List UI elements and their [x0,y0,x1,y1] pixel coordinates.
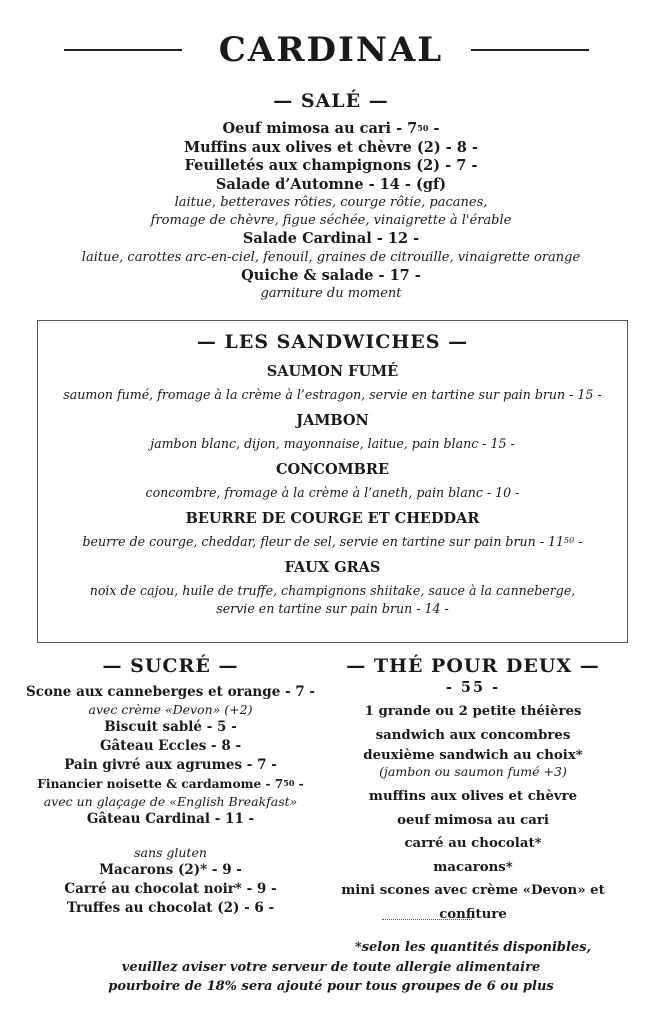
tea-item: macarons* [433,859,513,875]
section-the [308,655,638,955]
item-description: avec crème «Devon» (+2) [88,702,253,717]
restaurant-title: CARDINAL [218,30,444,70]
sale-items [0,120,662,303]
gluten-free-items [18,861,323,918]
section-sandwiches [37,320,628,643]
dessert-item: Pain givré aux agrumes - 7 - [64,757,277,773]
tea-price: - 55 - [445,679,501,696]
price-cents: 50 [417,123,429,133]
dessert-item: Gâteau Cardinal - 11 - [86,811,255,827]
menu-item: Muffins aux olives et chèvre (2) - 8 - [184,138,478,156]
item-suffix: - [574,534,583,549]
sandwich-description: saumon fumé, fromage à la crème à l’estragon, servie en tartine sur pain brun - 15 - [63,387,602,402]
item-description: garniture du moment [260,286,402,301]
price-cents: 50 [283,778,295,788]
sucre-items [18,683,323,829]
menu-item [0,120,662,139]
item-description: laitue, carottes arc-en-ciel, fenouil, graines de citrouille, vinaigrette orange [81,249,581,265]
dessert-item: Scone aux canneberges et orange - 7 - [26,684,315,700]
tea-item: muffins aux olives et chèvre [368,789,578,804]
allergy-note: veuillez aviser votre serveur de toute allergie alimentaire [121,960,541,975]
tea-item: carré au chocolat* [404,836,542,851]
item-description: (jambon ou saumon fumé +3) [379,764,567,779]
menu-item: Salade d’Automne - 14 - (gf) [215,175,447,193]
tea-item: mini scones avec crème «Devon» et confiture [341,883,605,922]
menu-item: Quiche & salade - 17 - [241,266,421,284]
gluten-free-item: Carré au chocolat noir* - 9 - [64,881,277,897]
sandwich-name: JAMBON [296,412,369,429]
title-rule-right [471,49,589,51]
sandwich-description: jambon blanc, dijon, mayonnaise, laitue, pain blanc - 15 - [150,436,515,451]
item-description: laitue, betteraves rôties, courge rôtie, pacanes, [174,195,488,210]
section-heading-sale: — SALÉ — [273,90,389,112]
section-sucre [18,655,323,918]
sandwich-name: CONCOMBRE [275,461,389,478]
tea-item: sandwich aux concombres [375,727,571,743]
item-description: fromage de chèvre, figue séchée, vinaigrette à l'érable [150,213,512,228]
sandwich-description: noix de cajou, huile de truffe, champignons shiitake, sauce à la canneberge, servie en tartine sur pain brun - 14 - [89,583,576,616]
header [0,30,662,80]
section-heading-sandwiches: — LES SANDWICHES — [196,331,469,353]
sandwich-name: FAUX GRAS [284,559,381,576]
sandwich-name: SAUMON FUMÉ [266,363,399,380]
item-text: Financier noisette & cardamome - 7 [37,777,284,791]
menu-item: Feuilletés aux champignons (2) - 7 - [184,157,478,174]
sandwich-name: BEURRE DE COURGE ET CHEDDAR [185,510,480,527]
tea-items [308,700,638,926]
item-suffix: - [428,120,440,137]
sandwich-description: concombre, fromage à la crème à l’aneth, pain blanc - 10 - [145,485,520,500]
section-sale [0,90,662,303]
tea-item: oeuf mimosa au cari [397,812,549,828]
section-heading-sucre: — SUCRÉ — [102,655,239,677]
dessert-item: Gâteau Eccles - 8 - [99,738,242,754]
tea-item: deuxième sandwich au choix* [363,748,583,763]
menu-item: Salade Cardinal - 12 - [242,230,420,247]
sandwich-description [38,533,627,551]
dessert-item [18,775,323,794]
section-heading-the: — THÉ POUR DEUX — [346,655,600,677]
tip-note: pourboire de 18% sera ajouté pour tous groupes de 6 ou plus [108,979,554,994]
gluten-free-label: sans gluten [134,845,207,860]
gluten-free-item: Truffes au chocolat (2) - 6 - [66,900,275,916]
tea-item: 1 grande ou 2 petite théières [364,704,582,719]
availability-note: *selon les quantités disponibles, [354,940,592,955]
item-suffix: - [294,777,304,791]
sandwich-desc-text: beurre de courge, cheddar, fleur de sel, servie en tartine sur pain brun - 11 [82,534,565,549]
footer [0,958,662,996]
item-description: avec un glaçage de «English Breakfast» [43,794,298,809]
dotted-divider [382,919,472,920]
price-cents: 50 [564,536,575,545]
gluten-free-item: Macarons (2)* - 9 - [99,862,242,878]
dessert-item: Biscuit sablé - 5 - [104,719,237,735]
sandwich-items [38,363,627,618]
item-text: Oeuf mimosa au cari - 7 [222,120,418,137]
